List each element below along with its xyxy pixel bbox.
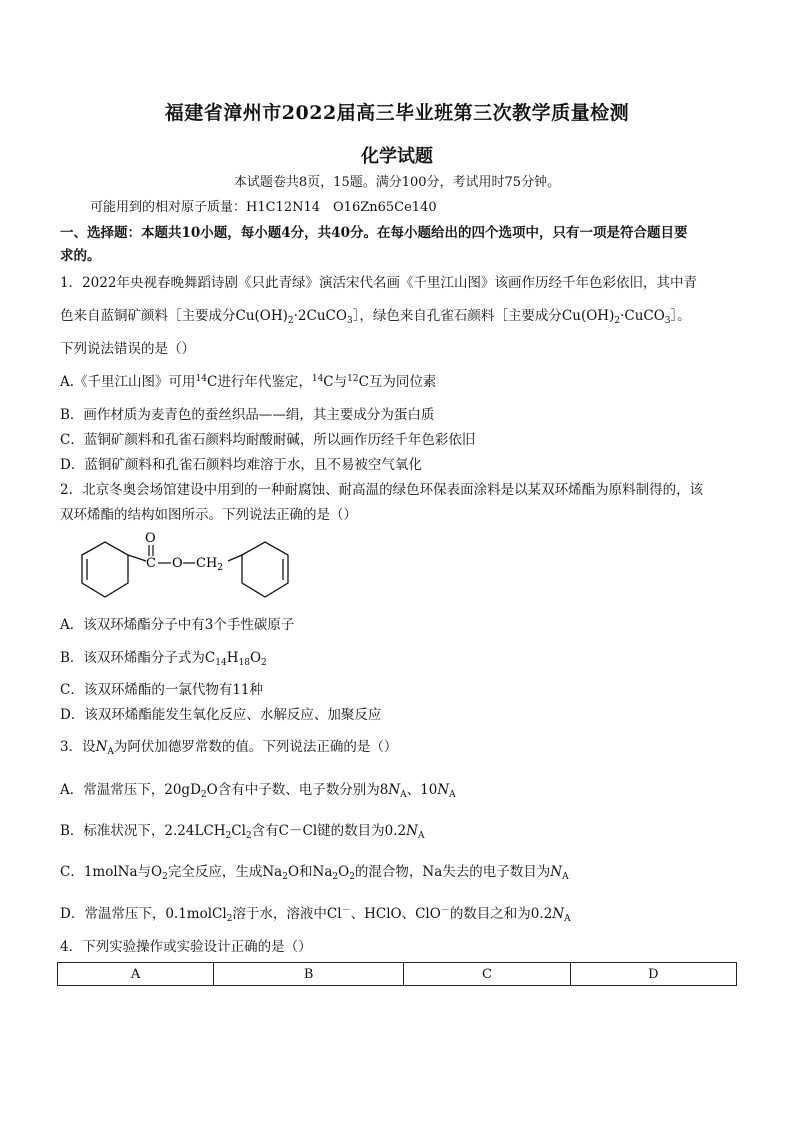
section-heading: 一、选择题：本题共10小题，每小题4分，共40分。在每小题给出的四个选项中，只有一项是符合题目要: [60, 225, 688, 241]
subscript: 2: [245, 831, 252, 841]
q1-option-c: C．蓝铜矿颜料和孔雀石颜料均耐酸耐碱，所以画作历经千年色彩依旧: [60, 432, 476, 448]
subscript: 2: [332, 872, 339, 882]
table-row: [58, 963, 737, 986]
exam-title: 福建省漳州市2022届高三毕业班第三次教学质量检测: [164, 102, 630, 124]
avogadro-symbol: N: [388, 782, 401, 798]
text-span: C．1molNa与O: [60, 864, 163, 880]
section-heading-cont: 求的。: [60, 248, 101, 264]
text-span: C与: [323, 374, 348, 390]
q2-stem-line1: 2．北京冬奥会场馆建设中用到的一种耐腐蚀、耐高温的绿色环保表面涂料是以某双环烯酯为原料制得的，该: [60, 482, 704, 498]
text-span: B．该双环烯酯分子式为C: [60, 650, 216, 666]
text-span: 3．设: [60, 739, 96, 755]
subscript: 14: [215, 658, 227, 668]
subscript: 2: [200, 790, 207, 800]
q1-option-d: D．蓝铜矿颜料和孔雀石颜料均难溶于水，且不易被空气氧化: [60, 457, 422, 473]
text-span: D．常温常压下，0.1molCl: [60, 906, 227, 922]
oxygen-label: O: [172, 556, 183, 571]
table-header-b: B: [214, 963, 404, 986]
oxygen-top-label: O: [145, 531, 156, 546]
q2-stem-line2: 双环烯酯的结构如图所示。下列说法正确的是（）: [60, 507, 357, 523]
avogadro-symbol: N: [95, 739, 108, 755]
atomic-mass-line: 可能用到的相对原子质量：H1C12N14 O16Zn65Ce140: [90, 200, 437, 215]
text-span: A．常温常压下，20gD: [60, 782, 201, 798]
q1-stem-line3: 下列说法错误的是（）: [60, 341, 195, 357]
superscript: －: [341, 906, 351, 916]
q4-options-table: [57, 962, 737, 986]
text-span: ·2CuCO: [293, 308, 347, 324]
subscript: A: [107, 747, 114, 757]
subscript: A: [562, 872, 569, 882]
q2-option-c: C．该双环烯酯的一氯代物有11种: [60, 682, 264, 698]
left-ring: [82, 542, 128, 597]
carbon-label: C: [146, 556, 156, 571]
subscript: 2: [261, 658, 267, 668]
text-span: ］。: [670, 308, 691, 324]
text-span: Cl: [231, 823, 246, 839]
q1-stem-line2: [60, 307, 740, 325]
exam-info: 本试题卷共8页，15题。满分100分，考试用时75分钟。: [233, 175, 561, 190]
q3-option-d: [60, 905, 740, 923]
subscript: 2: [349, 872, 355, 882]
subscript: A: [564, 914, 571, 924]
text-span: O: [249, 650, 262, 666]
ch-text: CH: [196, 556, 218, 571]
methylene-label: [196, 556, 223, 573]
subscript: A: [449, 790, 456, 800]
avogadro-symbol: N: [552, 906, 565, 922]
subscript: 2: [614, 316, 621, 326]
q2-option-a: A．该双环烯酯分子中有3个手性碳原子: [60, 617, 295, 633]
text-span: A.《千里江山图》可用: [60, 374, 196, 390]
text-span: 完全反应，生成Na: [167, 864, 283, 880]
bond: [228, 555, 242, 561]
subscript: 2: [225, 831, 232, 841]
subscript: 2: [217, 563, 224, 573]
avogadro-symbol: N: [406, 823, 418, 839]
subscript: 2: [162, 872, 168, 882]
text-span: 的混合物，Na失去的电子数目为: [354, 864, 551, 880]
text-span: 为阿伏加德罗常数的值。下列说法正确的是（）: [113, 739, 398, 755]
q3-stem: [60, 738, 740, 756]
q1-option-a: [60, 373, 740, 391]
avogadro-symbol: N: [437, 782, 450, 798]
right-ring: [242, 542, 288, 597]
table-header-d: D: [570, 963, 736, 986]
text-span: C进行年代鉴定，: [207, 374, 312, 390]
text-span: 含有C－Cl键的数目为0.2: [251, 823, 407, 839]
text-span: 、10: [406, 782, 438, 798]
subscript: 3: [664, 316, 671, 326]
subscript: A: [417, 831, 425, 841]
text-span: O和Na: [287, 864, 333, 880]
text-span: B．标准状况下，2.24LCH: [60, 823, 226, 839]
subscript: 2: [287, 316, 294, 326]
text-span: O: [338, 864, 350, 880]
q1-stem-line1: 1．2022年央视春晚舞蹈诗剧《只此青绿》演活宋代名画《千里江山图》该画作历经千年色彩依旧，其中青: [60, 275, 697, 291]
text-span: 溶于水，溶液中Cl: [232, 906, 342, 922]
bicyclic-ester-structure: [70, 525, 310, 610]
q1-option-b: B．画作材质为麦青色的蚕丝织品——绢，其主要成分为蛋白质: [60, 407, 435, 423]
superscript: －: [440, 906, 450, 916]
superscript: 12: [347, 374, 359, 384]
superscript: 14: [311, 374, 324, 384]
text-span: 、HClO、ClO: [350, 906, 441, 922]
bond: [128, 555, 146, 561]
subject-title: 化学试题: [361, 146, 433, 167]
avogadro-symbol: N: [550, 864, 563, 880]
q4-stem: 4．下列实验操作或实验设计正确的是（）: [60, 939, 312, 955]
text-span: C互为同位素: [358, 374, 437, 390]
superscript: 14: [195, 374, 207, 384]
q3-option-c: [60, 863, 740, 881]
q3-option-a: [60, 781, 740, 799]
text-span: H: [226, 650, 239, 666]
subscript: 2: [226, 914, 233, 924]
text-span: ·CuCO: [620, 308, 665, 324]
table-header-a: A: [58, 963, 214, 986]
q2-option-b: [60, 649, 740, 667]
subscript: A: [400, 790, 407, 800]
q2-option-d: D．该双环烯酯能发生氧化反应、水解反应、加聚反应: [60, 707, 382, 723]
subscript: 18: [238, 658, 250, 668]
q3-option-b: [60, 822, 740, 840]
subscript: 3: [346, 316, 353, 326]
table-header-c: C: [404, 963, 570, 986]
text-span: 的数目之和为0.2: [449, 906, 553, 922]
subscript: 2: [282, 872, 288, 882]
text-span: ］，绿色来自孔雀石颜料［主要成分Cu(OH): [352, 308, 615, 324]
text-span: 色来自蓝铜矿颜料［主要成分Cu(OH): [60, 308, 288, 324]
text-span: O含有中子数、电子数分别为8: [206, 782, 389, 798]
